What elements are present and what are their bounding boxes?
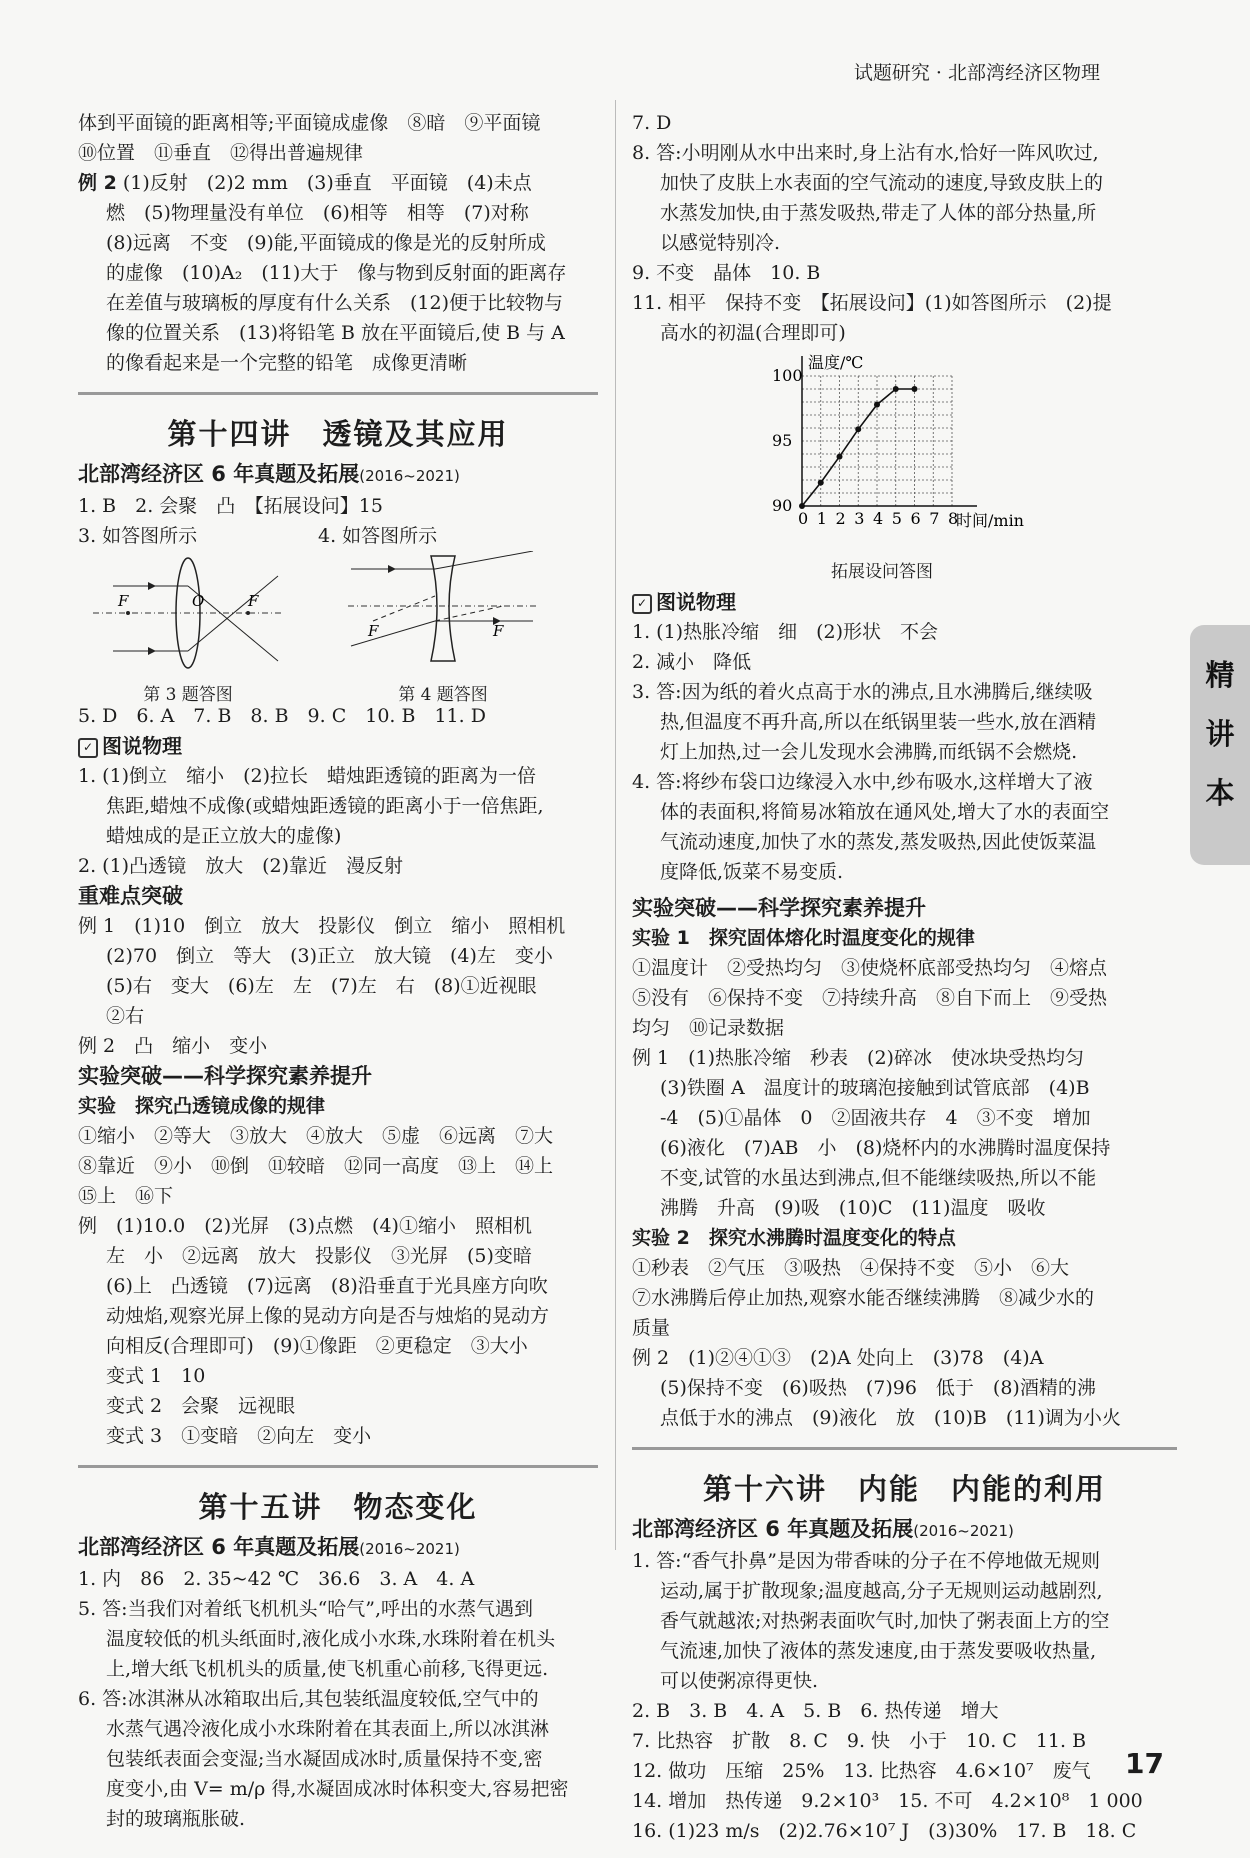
text-line: 封的玻璃瓶胀破. [106, 1808, 246, 1830]
text-line: 动烛焰,观察光屏上像的晃动方向是否与烛焰的晃动方 [106, 1305, 550, 1327]
text-line: ①缩小 ②等大 ③放大 ④放大 ⑤虚 ⑥远离 ⑦大 [78, 1125, 554, 1147]
text-line: 加快了皮肤上水表面的空气流动的速度,导致皮肤上的 [660, 172, 1104, 194]
text-line: 6. 答:冰淇淋从冰箱取出后,其包装纸温度较低,空气中的 [78, 1688, 539, 1710]
text-line: 度降低,饭菜不易变质. [660, 861, 844, 883]
x-tick-label: 4 [873, 509, 884, 528]
text-line: 温度较低的机头纸面时,液化成小水珠,水珠附着在机头 [106, 1628, 556, 1650]
section-divider [78, 1465, 598, 1468]
side-tab-char: 精 [1205, 658, 1235, 692]
lens-figures [78, 551, 598, 705]
text-line: 变式 3 ①变暗 ②向左 变小 [106, 1425, 372, 1447]
y-axis-label: 温度/℃ [808, 353, 864, 372]
focus-label: F [368, 622, 379, 640]
text-line: 燃 (5)物理量没有单位 (6)相等 相等 (7)对称 [106, 202, 529, 224]
text-line: (2)70 倒立 等大 (3)正立 放大镜 (4)左 变小 [106, 945, 553, 967]
text-line: 在差值与玻璃板的厚度有什么关系 (12)便于比较物与 [106, 292, 564, 314]
text-line: 5. D 6. A 7. B 8. B 9. C 10. B 11. D [78, 705, 486, 727]
chart-svg [752, 348, 1052, 548]
text-line: 例 1 (1)10 倒立 放大 投影仪 倒立 缩小 照相机 [78, 915, 566, 937]
figure-caption: 第 4 题答图 [398, 685, 488, 705]
y-tick-label: 100 [772, 366, 803, 385]
section-title: 第十五讲 物态变化 [198, 1490, 478, 1524]
text-line: 实验 2 探究水沸腾时温度变化的特点 [632, 1227, 956, 1249]
section-divider [78, 392, 598, 395]
text-line: 的虚像 (10)A₂ (11)大于 像与物到反射面的距离存 [106, 262, 567, 284]
text-line: 焦距,蜡烛不成像(或蜡烛距透镜的距离小于一倍焦距, [106, 795, 544, 817]
text-line: 上,增大纸飞机机头的质量,使飞机重心前移,飞得更远. [106, 1658, 549, 1680]
text-line: 16. (1)23 m/s (2)2.76×10⁷ J (3)30% 17. B 18. C [632, 1820, 1137, 1842]
x-tick-label: 0 [798, 509, 809, 528]
subsection-title: 北部湾经济区 6 年真题及拓展(2016~2021) [78, 462, 460, 486]
section-tag: ✓ 图说物理 [632, 587, 1177, 617]
data-point [893, 386, 899, 392]
text-line: 左 小 ②远离 放大 投影仪 ③光屏 (5)变暗 [106, 1245, 532, 1267]
subsection-title: 实验突破——科学探究素养提升 [632, 896, 926, 920]
text-line: 灯上加热,过一会儿发现水会沸腾,而纸锅不会燃烧. [660, 741, 1078, 763]
text-line: 体的表面积,将简易冰箱放在通风处,增大了水的表面空 [660, 801, 1110, 823]
text-line: 向相反(合理即可) (9)①像距 ②更稳定 ③大小 [106, 1335, 528, 1357]
text-line: 的像看起来是一个完整的铅笔 成像更清晰 [106, 352, 468, 374]
focus-label: F [248, 592, 259, 610]
right-column [632, 108, 1177, 1846]
center-label: O [192, 592, 205, 610]
text-line: -4 (5)①晶体 0 ②固液共存 4 ③不变 增加 [660, 1107, 1091, 1129]
text-line: 4. 如答图所示 [318, 525, 438, 547]
text-line: 4. 答:将纱布袋口边缘浸入水中,纱布吸水,这样增大了液 [632, 771, 1093, 793]
x-tick-label: 7 [929, 509, 940, 528]
section-title: 第十六讲 内能 内能的利用 [702, 1472, 1106, 1506]
text-line: ⑤没有 ⑥保持不变 ⑦持续升高 ⑧自下而上 ⑨受热 [632, 987, 1108, 1009]
text-line: 9. 不变 晶体 10. B [632, 262, 821, 284]
text-line: 水蒸气遇冷液化成小水珠附着在其表面上,所以冰淇淋 [106, 1718, 550, 1740]
section-divider [632, 1447, 1177, 1450]
subsection-title: 北部湾经济区 6 年真题及拓展(2016~2021) [632, 1517, 1014, 1541]
text-line: 2. (1)凸透镜 放大 (2)靠近 漫反射 [78, 855, 403, 877]
text-line: 3. 答:因为纸的着火点高于水的沸点,且水沸腾后,继续吸 [632, 681, 1093, 703]
text-line: 3. 如答图所示 [78, 525, 198, 547]
column-separator [615, 100, 616, 1550]
x-tick-label: 5 [891, 509, 902, 528]
chart-caption: 拓展设问答图 [831, 562, 933, 582]
text-line: 1. (1)倒立 缩小 (2)拉长 蜡烛距透镜的距离为一倍 [78, 765, 536, 787]
text-line: 7. 比热容 扩散 8. C 9. 快 小于 10. C 11. B [632, 1730, 1087, 1752]
text-line: 以感觉特别冷. [660, 232, 781, 254]
text-line: ①秒表 ②气压 ③吸热 ④保持不变 ⑤小 ⑥大 [632, 1257, 1070, 1279]
text-line: 变式 2 会聚 远视眼 [106, 1395, 296, 1417]
text-line: 可以使粥凉得更快. [660, 1670, 819, 1692]
subsection-title: 北部湾经济区 6 年真题及拓展(2016~2021) [78, 1535, 460, 1559]
text-line: 1. 答:“香气扑鼻”是因为带香味的分子在不停地做无规则 [632, 1550, 1100, 1572]
text-line: 例 2 凸 缩小 变小 [78, 1035, 268, 1057]
figure-3 [88, 551, 288, 710]
text-line: 1. 内 86 2. 35~42 ℃ 36.6 3. A 4. A [78, 1568, 475, 1590]
convex-lens-diagram [88, 551, 288, 671]
text-line: 变式 1 10 [106, 1365, 206, 1387]
side-tab [1190, 625, 1250, 865]
text-line: 例 (1)10.0 (2)光屏 (3)点燃 (4)①缩小 照相机 [78, 1215, 532, 1237]
text-line: ⑦水沸腾后停止加热,观察水能否继续沸腾 ⑧减少水的 [632, 1287, 1095, 1309]
text-line: (6)液化 (7)AB 小 (8)烧杯内的水沸腾时温度保持 [660, 1137, 1111, 1159]
text-line: 均匀 ⑩记录数据 [632, 1017, 785, 1039]
text-line: ①温度计 ②受热均匀 ③使烧杯底部受热均匀 ④熔点 [632, 957, 1108, 979]
text-line: 1. B 2. 会聚 凸 【拓展设问】15 [78, 495, 383, 517]
data-point [912, 386, 918, 392]
text-line: 气流动速度,加快了水的蒸发,蒸发吸热,因此使饭菜温 [660, 831, 1097, 853]
example-label: 例 2 [78, 172, 117, 194]
check-icon: ✓ [632, 594, 652, 614]
x-tick-label: 6 [910, 509, 921, 528]
text-line: 例 2 (1)②④①③ (2)A 处向上 (3)78 (4)A [632, 1347, 1044, 1369]
text-line: 7. D [632, 112, 672, 134]
text-line: 点低于水的沸点 (9)液化 放 (10)B (11)调为小火 [660, 1407, 1121, 1429]
text-line: 水蒸发加快,由于蒸发吸热,带走了人体的部分热量,所 [660, 202, 1097, 224]
section-title: 第十四讲 透镜及其应用 [167, 417, 509, 451]
text-line: 12. 做功 压缩 25% 13. 比热容 4.6×10⁷ 废气 [632, 1760, 1091, 1782]
text-line: (3)铁圈 A 温度计的玻璃泡接触到试管底部 (4)B [660, 1077, 1090, 1099]
y-tick-label: 90 [772, 496, 793, 515]
text-line: 气流速,加快了液体的蒸发速度,由于蒸发要吸收热量, [660, 1640, 1097, 1662]
focus-label: F [118, 592, 129, 610]
text-line: 不变,试管的水虽达到沸点,但不能继续吸热,所以不能 [660, 1167, 1097, 1189]
text-line: 实验 探究凸透镜成像的规律 [78, 1095, 326, 1117]
figure-4 [343, 551, 543, 710]
temperature-chart [752, 348, 1177, 587]
page-number: 17 [1125, 1747, 1164, 1780]
x-tick-label: 8 [948, 509, 959, 528]
text-line: 1. (1)热胀冷缩 细 (2)形状 不会 [632, 621, 938, 643]
text-line: 2. 减小 降低 [632, 651, 752, 673]
data-point [799, 503, 805, 509]
text-line: (8)远离 不变 (9)能,平面镜成的像是光的反射所成 [106, 232, 546, 254]
text-line: 度变小,由 V= m/ρ 得,水凝固成冰时体积变大,容易把密 [106, 1778, 569, 1800]
text-line: ⑧靠近 ⑨小 ⑩倒 ⑪较暗 ⑫同一高度 ⑬上 ⑭上 [78, 1155, 554, 1177]
data-point [855, 426, 861, 432]
text-line: (5)保持不变 (6)吸热 (7)96 低于 (8)酒精的沸 [660, 1377, 1096, 1399]
text-line: 运动,属于扩散现象;温度越高,分子无规则运动越剧烈, [660, 1580, 1103, 1602]
text-line: 质量 [632, 1317, 671, 1339]
text-line: ⑮上 ⑯下 [78, 1185, 174, 1207]
text-line: 体到平面镜的距离相等;平面镜成虚像 ⑧暗 ⑨平面镜 [78, 112, 541, 134]
side-tab-char: 本 [1205, 776, 1235, 810]
x-tick-label: 2 [835, 509, 846, 528]
text-line: ②右 [106, 1005, 145, 1027]
text-line: 蜡烛成的是正立放大的虚像) [106, 825, 342, 847]
text-line: 沸腾 升高 (9)吸 (10)C (11)温度 吸收 [660, 1197, 1046, 1219]
text-line: 香气就越浓;对热粥表面吹气时,加快了粥表面上方的空 [660, 1610, 1110, 1632]
data-point [874, 402, 880, 408]
text-line: 像的位置关系 (13)将铅笔 B 放在平面镜后,使 B 与 A [106, 322, 565, 344]
text-line: ⑩位置 ⑪垂直 ⑫得出普遍规律 [78, 142, 364, 164]
text-line: (1)反射 (2)2 mm (3)垂直 平面镜 (4)未点 [122, 172, 532, 194]
figure-caption: 第 3 题答图 [143, 685, 233, 705]
text-line: (6)上 凸透镜 (7)远离 (8)沿垂直于光具座方向吹 [106, 1275, 548, 1297]
subsection-title: 实验突破——科学探究素养提升 [78, 1064, 372, 1088]
x-tick-label: 1 [816, 509, 827, 528]
concave-lens-diagram [343, 551, 543, 671]
text-line: 热,但温度不再升高,所以在纸锅里装一些水,放在酒精 [660, 711, 1097, 733]
text-line: 8. 答:小明刚从水中出来时,身上沾有水,恰好一阵风吹过, [632, 142, 1099, 164]
x-axis-label: 时间/min [956, 511, 1024, 530]
subsection-title: 重难点突破 [78, 884, 183, 908]
data-point [837, 454, 843, 460]
side-tab-char: 讲 [1205, 717, 1235, 751]
x-tick-label: 3 [854, 509, 865, 528]
left-column [78, 108, 598, 1834]
check-icon: ✓ [78, 738, 98, 758]
y-tick-label: 95 [772, 431, 793, 450]
data-point [818, 480, 824, 486]
text-line: (5)右 变大 (6)左 左 (7)左 右 (8)①近视眼 [106, 975, 537, 997]
text-line: 2. B 3. B 4. A 5. B 6. 热传递 增大 [632, 1700, 999, 1722]
running-header: 试题研究 · 北部湾经济区物理 [853, 62, 1100, 84]
section-tag: ✓ 图说物理 [78, 731, 598, 761]
focus-label: F [493, 622, 504, 640]
text-line: 实验 1 探究固体熔化时温度变化的规律 [632, 927, 975, 949]
text-line: 14. 增加 热传递 9.2×10³ 15. 不可 4.2×10⁸ 1 000 [632, 1790, 1143, 1812]
text-line: 5. 答:当我们对着纸飞机机头“哈气”,呼出的水蒸气遇到 [78, 1598, 534, 1620]
text-line: 11. 相平 保持不变 【拓展设问】(1)如答图所示 (2)提 [632, 292, 1112, 314]
text-line: 包装纸表面会变湿;当水凝固成冰时,质量保持不变,密 [106, 1748, 543, 1770]
text-line: 例 1 (1)热胀冷缩 秒表 (2)碎冰 使冰块受热均匀 [632, 1047, 1084, 1069]
text-line: 高水的初温(合理即可) [660, 322, 846, 344]
